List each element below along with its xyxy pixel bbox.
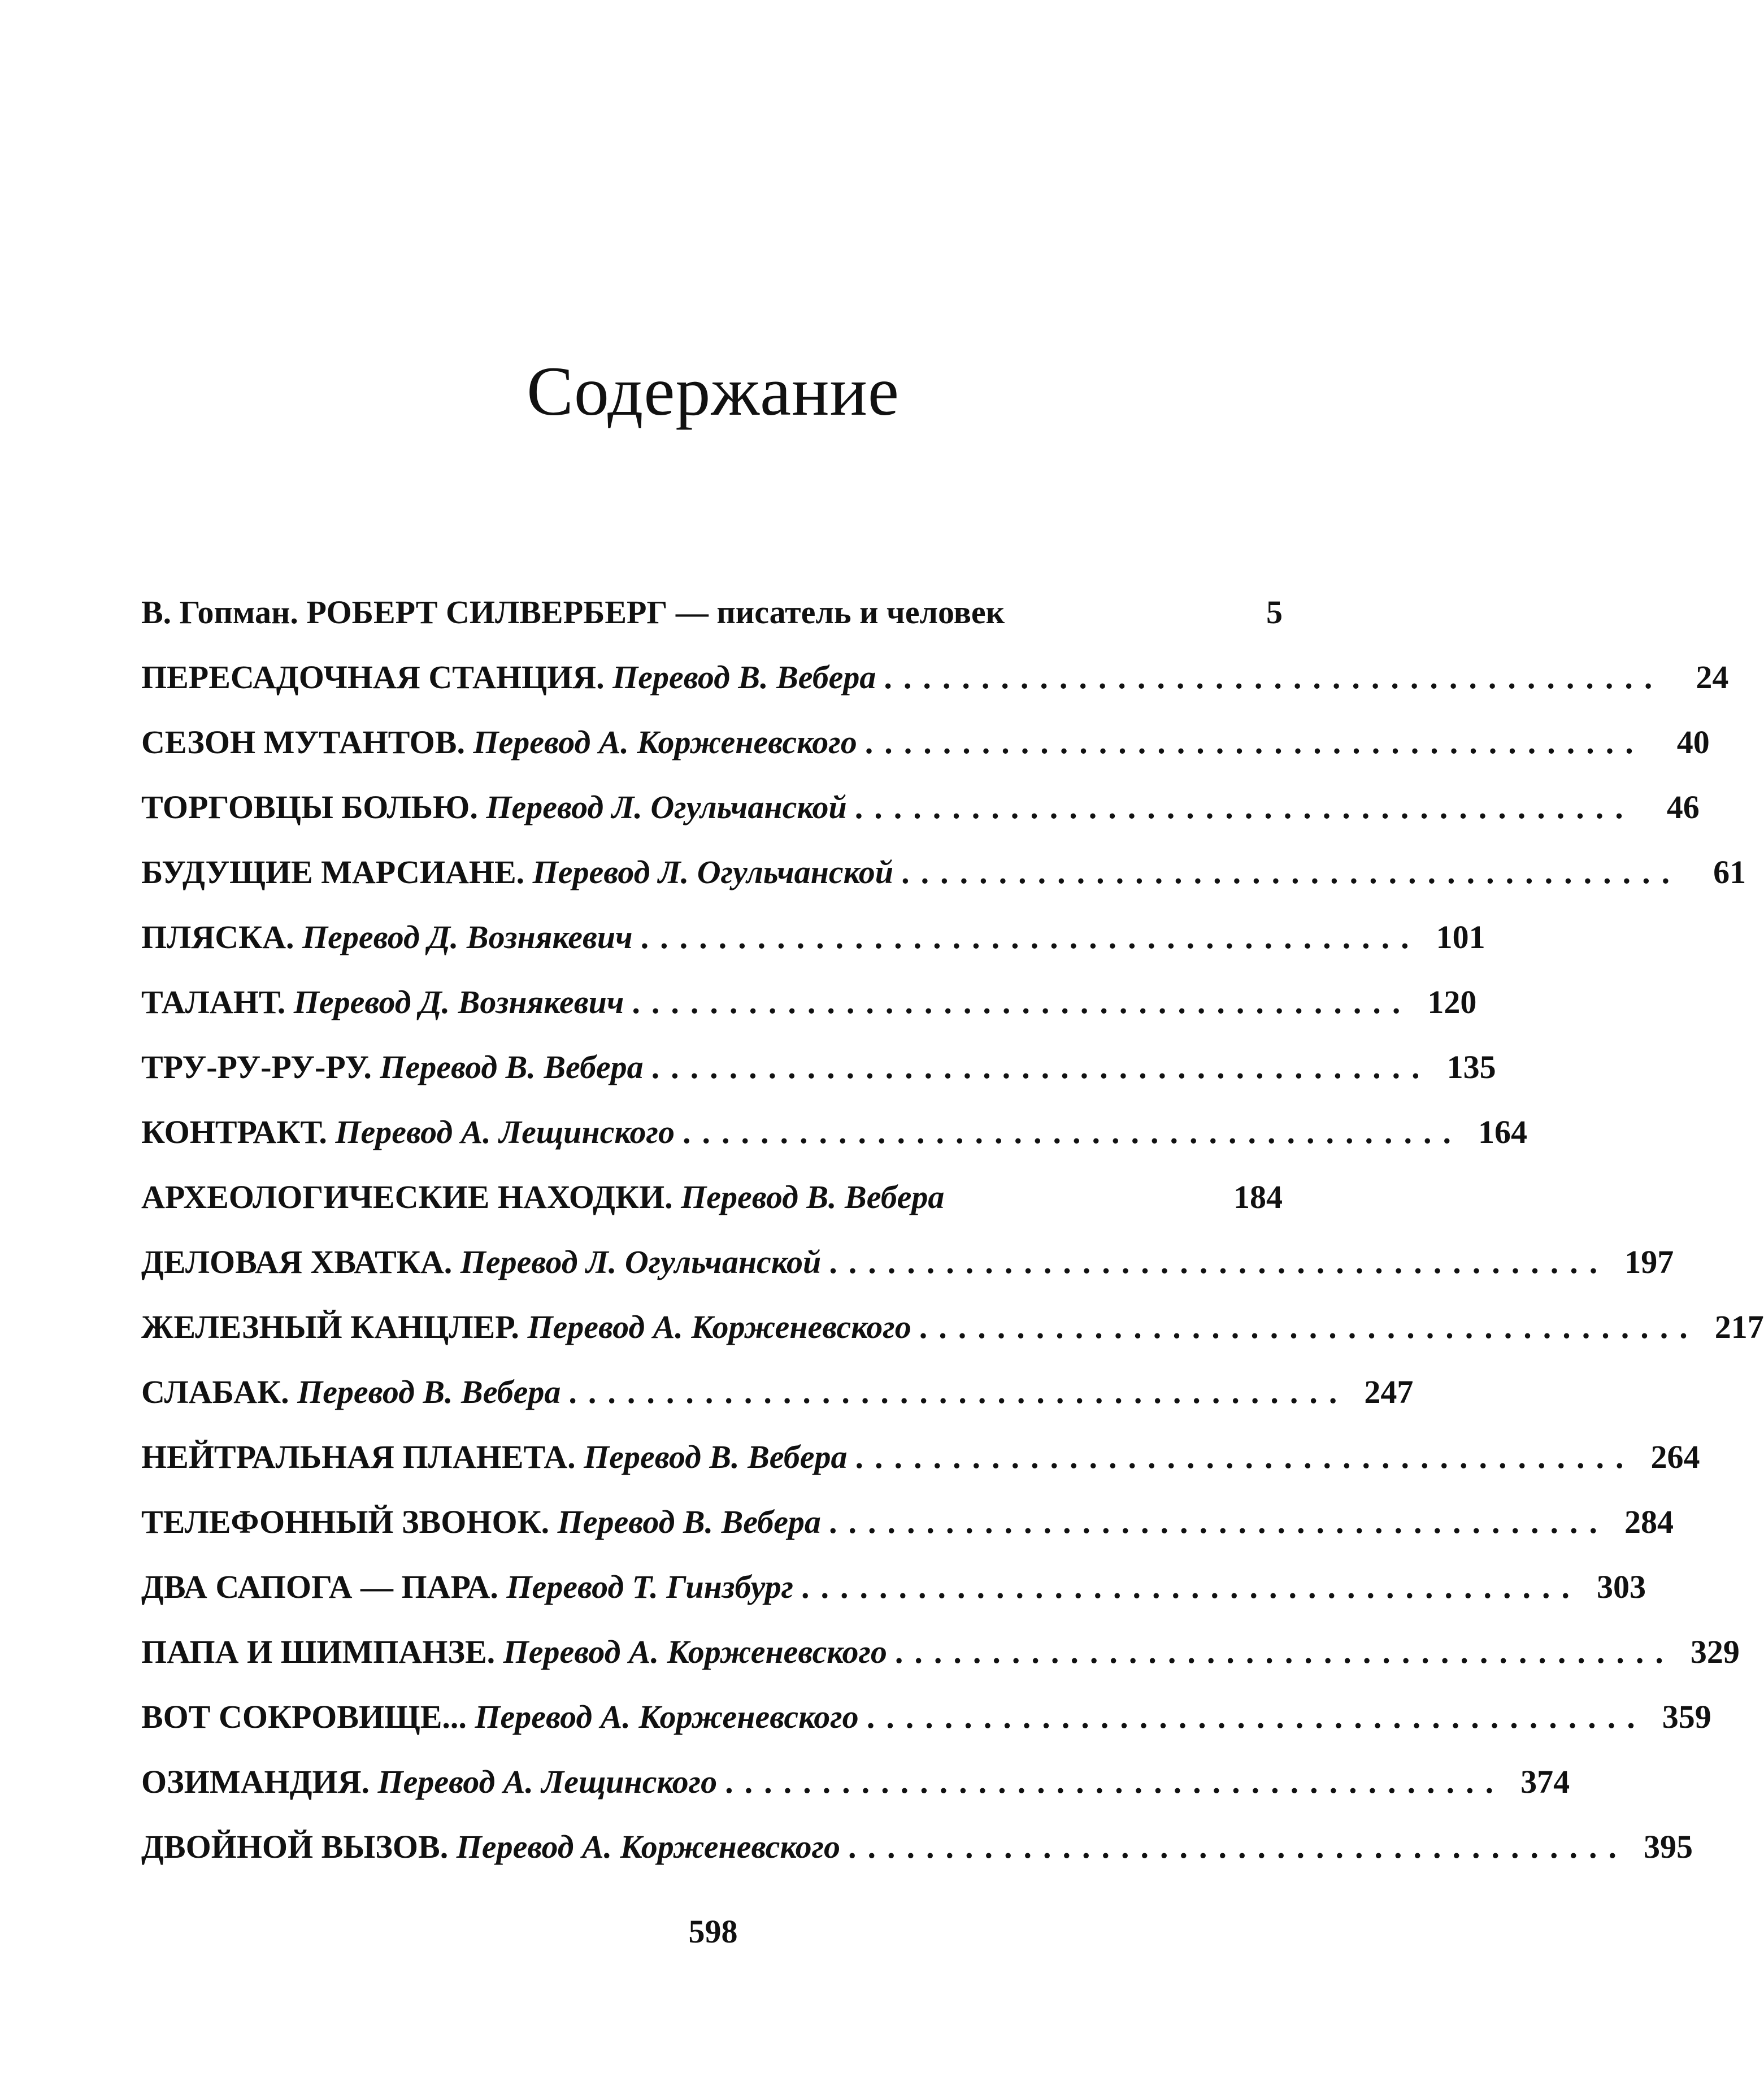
toc-entry: [141, 788, 1700, 853]
toc-entry: [141, 1308, 1764, 1373]
toc-entry-translator: Перевод Т. Гинзбург: [506, 1568, 793, 1605]
toc-dot-leader: ........................................: [884, 659, 1664, 696]
toc-entry: [141, 723, 1710, 788]
toc-entry-title: НЕЙТРАЛЬНАЯ ПЛАНЕТА.: [141, 1439, 584, 1475]
toc-entry: [141, 918, 1485, 983]
toc-entry: [141, 1633, 1740, 1698]
toc-entry: [141, 1698, 1711, 1763]
toc-entry: [141, 853, 1746, 918]
toc-entry: [141, 1373, 1414, 1438]
toc-entry-page-number: 374: [1520, 1763, 1570, 1800]
toc-entry-text: [141, 661, 876, 694]
toc-entry-title: БУДУЩИЕ МАРСИАНЕ.: [141, 854, 533, 890]
toc-entry-page-number: 329: [1690, 1633, 1740, 1670]
toc-entry-page-number: 61: [1713, 854, 1746, 890]
toc-entry-title: ПЛЯСКА.: [141, 919, 303, 955]
toc-entry-translator: Перевод В. Вебера: [612, 659, 876, 696]
toc-entry-translator: Перевод А. Лещинского: [335, 1114, 675, 1150]
toc-entry-page-number: 184: [1233, 1179, 1283, 1215]
toc-entry-text: [141, 856, 893, 889]
toc-entry-page-number: 197: [1624, 1244, 1674, 1280]
toc-dot-leader: ........................................: [725, 1763, 1505, 1800]
toc-entry: [141, 983, 1477, 1048]
toc-entry-title: ПЕРЕСАДОЧНАЯ СТАНЦИЯ.: [141, 659, 613, 696]
toc-entry-text: [141, 1633, 887, 1670]
toc-entry-page-number: 164: [1478, 1114, 1527, 1150]
toc-entry-title: СЛАБАК.: [141, 1374, 298, 1410]
toc-entry-translator: Перевод В. Вебера: [557, 1503, 821, 1540]
toc-dot-leader: ........................................: [901, 854, 1682, 890]
toc-dot-leader: ........................................: [829, 1244, 1609, 1280]
toc-entry-page-number: 264: [1650, 1439, 1700, 1475]
toc-entry-text: [141, 1051, 644, 1084]
toc-entry-text: [141, 596, 1005, 629]
toc-entry-text: [141, 921, 633, 954]
toc-entry-title: ОЗИМАНДИЯ.: [141, 1763, 378, 1800]
toc-entry-text: [141, 726, 857, 759]
toc-entry-translator: Перевод Л. Огульчанской: [532, 854, 894, 890]
toc-dot-leader: ........................................: [828, 1503, 1609, 1540]
toc-entry-page-number: 135: [1446, 1049, 1496, 1085]
toc-entry: [141, 1048, 1496, 1113]
toc-entry-page-number: 46: [1666, 789, 1700, 825]
toc-entry-text: [141, 986, 624, 1019]
toc-entry-text: [141, 1763, 718, 1800]
toc-entry-page-number: 303: [1596, 1568, 1646, 1605]
toc-dot-leader: ........................................: [682, 1114, 1462, 1150]
toc-entry-subtitle: — писатель и человек: [667, 594, 1005, 631]
toc-entry-title: КОНТРАКТ.: [141, 1114, 336, 1150]
toc-dot-leader: ........................................: [864, 724, 1645, 760]
toc-entry-page-number: 247: [1364, 1374, 1414, 1410]
toc-entry-text: [141, 1311, 911, 1344]
toc-entry-title: ТОРГОВЦЫ БОЛЬЮ.: [141, 789, 486, 825]
toc-entry: [141, 1568, 1646, 1633]
toc-entry-translator: Перевод А. Корженевского: [475, 1698, 859, 1735]
toc-entry-title: ЖЕЛЕЗНЫЙ КАНЦЛЕР.: [141, 1309, 528, 1345]
toc-entry-translator: Перевод В. Вебера: [297, 1374, 561, 1410]
toc-entry-text: [141, 1698, 859, 1735]
toc-entry-page-number: 359: [1662, 1698, 1711, 1735]
toc-entry-title: СЕЗОН МУТАНТОВ.: [141, 724, 473, 760]
toc-dot-leader: ........................................: [919, 1309, 1699, 1345]
toc-entry-translator: Перевод В. Вебера: [584, 1439, 848, 1475]
toc-entry-translator: Перевод Д. Вознякевич: [293, 984, 624, 1020]
toc-entry: [141, 1503, 1674, 1568]
toc-dot-leader: ........................................: [640, 919, 1420, 955]
toc-dot-leader: ........................................: [651, 1049, 1431, 1085]
toc-entry: [141, 593, 1283, 658]
toc-entry: [141, 658, 1729, 723]
toc-dot-leader: ........................................: [632, 984, 1412, 1020]
toc-dot-leader: ........................................: [848, 1828, 1628, 1865]
toc-entry-text: [141, 1441, 847, 1474]
toc-entry-translator: Перевод А. Корженевского: [527, 1309, 911, 1345]
toc-entry-author: В. Гопман.: [141, 594, 307, 631]
toc-entry: [141, 1763, 1570, 1828]
toc-entry-title: АРХЕОЛОГИЧЕСКИЕ НАХОДКИ.: [141, 1179, 681, 1215]
toc-entry-title: РОБЕРТ СИЛВЕРБЕРГ: [306, 594, 668, 631]
toc-entry-title: ТРУ-РУ-РУ-РУ.: [141, 1049, 380, 1085]
toc-entry-title: ТЕЛЕФОННЫЙ ЗВОНОК.: [141, 1503, 558, 1540]
toc-entry-translator: Перевод А. Корженевского: [456, 1828, 840, 1865]
toc-entry-title: ПАПА И ШИМПАНЗЕ.: [141, 1633, 503, 1670]
toc-entry-translator: Перевод Л. Огульчанской: [460, 1244, 822, 1280]
toc-entry-text: [141, 1181, 944, 1214]
toc-entry-page-number: 120: [1427, 984, 1477, 1020]
toc-entry-title: ДВОЙНОЙ ВЫЗОВ.: [141, 1828, 457, 1865]
toc-entry-translator: Перевод А. Лещинского: [377, 1763, 718, 1800]
toc-entry-page-number: 284: [1624, 1503, 1674, 1540]
toc-entry-text: [141, 1503, 821, 1540]
toc-entry-page-number: 5: [1266, 594, 1283, 631]
toc-dot-leader: ........................................: [801, 1568, 1581, 1605]
toc-entry-title: ВОТ СОКРОВИЩЕ...: [141, 1698, 475, 1735]
toc-dot-leader: ........................................: [568, 1374, 1349, 1410]
toc-entry-translator: Перевод А. Корженевского: [503, 1633, 887, 1670]
toc-dot-leader: ........................................: [855, 1439, 1635, 1475]
toc-entry-text: [141, 1376, 561, 1409]
toc-entry-text: [141, 1568, 793, 1605]
toc-entry: [141, 1178, 1283, 1243]
table-of-contents: [141, 593, 1764, 1893]
toc-entry-text: [141, 1116, 675, 1149]
toc-entry-text: [141, 791, 847, 824]
toc-entry-page-number: 24: [1696, 659, 1729, 696]
toc-entry-page-number: 217: [1714, 1309, 1764, 1345]
page-title: Содержание: [527, 353, 900, 431]
toc-entry-text: [141, 1828, 840, 1865]
toc-dot-leader: ........................................: [866, 1698, 1646, 1735]
toc-entry: [141, 1438, 1700, 1503]
toc-entry-page-number: 101: [1436, 919, 1485, 955]
page-number: 598: [688, 1913, 738, 1950]
toc-entry-title: ДЕЛОВАЯ ХВАТКА.: [141, 1244, 460, 1280]
toc-entry-translator: Перевод В. Вебера: [681, 1179, 945, 1215]
toc-entry-page-number: 40: [1676, 724, 1710, 760]
toc-entry-title: ДВА САПОГА — ПАРА.: [141, 1568, 507, 1605]
toc-entry-title: ТАЛАНТ.: [141, 984, 294, 1020]
toc-entry-text: [141, 1246, 821, 1279]
toc-dot-leader: ........................................: [894, 1633, 1675, 1670]
toc-entry: [141, 1113, 1527, 1178]
toc-dot-leader: ........................................: [854, 789, 1635, 825]
toc-entry-translator: Перевод Л. Огульчанской: [486, 789, 847, 825]
toc-entry-translator: Перевод Д. Вознякевич: [302, 919, 633, 955]
toc-entry-translator: Перевод В. Вебера: [380, 1049, 644, 1085]
toc-entry-page-number: 395: [1643, 1828, 1693, 1865]
toc-entry: [141, 1243, 1674, 1308]
toc-entry-translator: Перевод А. Корженевского: [473, 724, 857, 760]
toc-entry: [141, 1828, 1693, 1893]
